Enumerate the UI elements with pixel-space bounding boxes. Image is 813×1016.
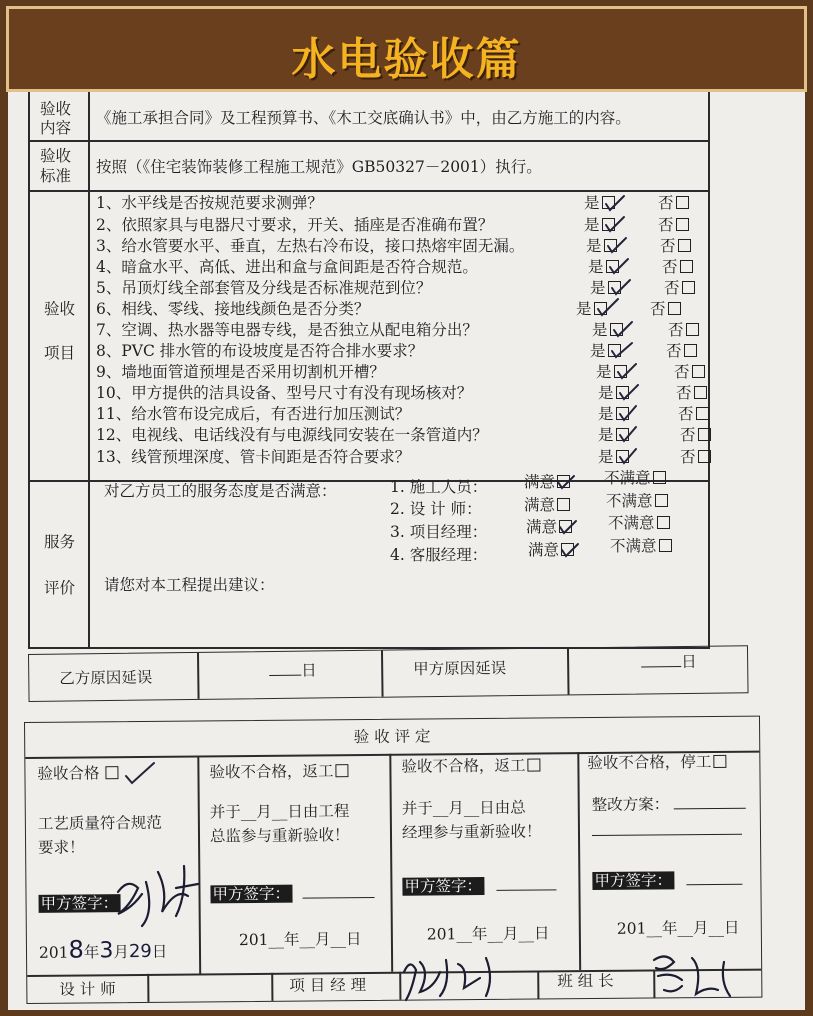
pass-checkbox[interactable] — [105, 766, 118, 779]
satisfied-checkbox[interactable] — [557, 475, 570, 488]
list-item: 13、线管预埋深度、管卡间距是否符合要求？ — [96, 448, 411, 466]
role-label: 4. 客服经理： — [390, 546, 488, 564]
list-item: 4、暗盒水平、高低、进出和盒与盒间距是否符合规范。 — [96, 258, 478, 276]
eval-line1: 工艺质量符合规范 — [37, 813, 162, 833]
eval-line1: 整改方案： — [591, 795, 670, 815]
list-item: 3、给水管要水平、垂直，左热右冷布设，接口热熔牢固无漏。 — [96, 237, 525, 255]
no-label: 否 — [658, 194, 674, 212]
no-checkbox[interactable] — [676, 218, 689, 231]
yes-label: 是 — [584, 194, 600, 212]
no-label: 否 — [676, 384, 692, 402]
yes-label: 是 — [598, 405, 614, 423]
sign-blank[interactable] — [686, 884, 742, 885]
sign-label: 甲方签字： — [212, 884, 291, 904]
eval-line2: 经理参与重新验收！ — [401, 822, 542, 842]
list-item: 11、给水管布设完成后，有否进行加压测试？ — [96, 405, 411, 423]
eval-date: 201__年__月__日 — [238, 930, 362, 950]
yes-checkbox[interactable] — [616, 428, 629, 441]
footer-designer: 设 计 师 — [59, 980, 116, 999]
acceptance-form — [8, 92, 805, 1010]
rework-checkbox[interactable] — [335, 764, 348, 777]
suggestion-prompt: 请您对本工程提出建议： — [104, 576, 275, 594]
evaluation-table — [24, 716, 762, 1004]
evaluation-title: 验 收 评 定 — [353, 727, 431, 747]
footer-pm: 项 目 经 理 — [289, 976, 367, 995]
yes-checkbox[interactable] — [610, 323, 623, 336]
sign-label: 甲方签字： — [404, 877, 483, 896]
content-label-1: 验收 — [40, 100, 72, 118]
yes-checkbox[interactable] — [602, 218, 615, 231]
no-checkbox[interactable] — [680, 260, 693, 273]
no-label: 否 — [658, 216, 674, 234]
no-label: 否 — [650, 300, 666, 318]
row-divider — [28, 190, 710, 192]
no-checkbox[interactable] — [692, 365, 705, 378]
a-delay-unit: 日 — [681, 652, 697, 672]
yes-label: 是 — [586, 237, 602, 255]
cell-divider — [197, 653, 199, 699]
eval-date: 201__年__月__日 — [616, 918, 740, 938]
yes-checkbox[interactable] — [608, 344, 621, 357]
cell-divider — [147, 974, 149, 1002]
table-left-border — [88, 92, 90, 647]
delay-row — [28, 645, 749, 702]
content-label-2: 内容 — [40, 119, 72, 137]
title-banner — [6, 6, 807, 92]
yes-checkbox[interactable] — [602, 196, 615, 209]
yes-label: 是 — [590, 342, 606, 360]
content-text: 《施工承担合同》及工程预算书、《木工交底确认书》中，由乙方施工的内容。 — [96, 109, 631, 127]
row-divider — [28, 140, 710, 142]
eval-title: 验收不合格，返工 — [209, 762, 334, 782]
no-checkbox[interactable] — [676, 196, 689, 209]
no-label: 否 — [680, 426, 696, 444]
satisfied-checkbox[interactable] — [559, 520, 572, 533]
cell-divider — [381, 651, 383, 697]
unsatisfied-checkbox[interactable] — [657, 516, 670, 529]
no-checkbox[interactable] — [698, 450, 711, 463]
list-item: 6、相线、零线、接地线颜色是否分类？ — [96, 300, 370, 318]
no-checkbox[interactable] — [686, 323, 699, 336]
b-delay-label: 乙方原因延误 — [59, 668, 153, 688]
satisfied-checkbox[interactable] — [557, 498, 570, 511]
list-item: 8、PVC 排水管的布设坡度是否符合排水要求？ — [96, 342, 424, 360]
plan-blank[interactable] — [673, 808, 745, 810]
list-item: 12、电视线、电话线没有与电源线同安装在一条管道内？ — [96, 426, 488, 444]
list-item: 5、吊顶灯线全部套管及分线是否标准规范到位？ — [96, 279, 432, 297]
list-item: 10、甲方提供的洁具设备、型号尺寸有没有现场核对？ — [96, 384, 473, 402]
yes-label: 是 — [598, 384, 614, 402]
role-label: 2. 设 计 师： — [390, 500, 482, 518]
no-checkbox[interactable] — [696, 407, 709, 420]
yes-label: 是 — [588, 258, 604, 276]
no-checkbox[interactable] — [668, 302, 681, 315]
yes-label: 是 — [596, 363, 612, 381]
yes-label: 是 — [598, 448, 614, 466]
cell-divider — [653, 970, 655, 998]
eval-title: 验收不合格，返工 — [401, 756, 526, 776]
no-label: 否 — [666, 342, 682, 360]
no-checkbox[interactable] — [698, 428, 711, 441]
b-delay-days-blank[interactable] — [269, 675, 301, 676]
unsatisfied-checkbox[interactable] — [659, 539, 672, 552]
eval-line2: 总监参与重新验收！ — [209, 826, 350, 846]
standard-text: 按照（《住宅装饰装修工程施工规范》GB50327－2001）执行。 — [96, 158, 542, 176]
role-label: 1. 施工人员： — [390, 478, 488, 496]
no-checkbox[interactable] — [678, 239, 691, 252]
satisfied-label: 满意 — [524, 473, 556, 491]
footer-team-lead: 班 组 长 — [557, 971, 614, 991]
unsatisfied-label: 不满意 — [608, 514, 655, 532]
list-item: 9、墙地面管道预埋是否采用切割机开槽？ — [96, 363, 385, 381]
eval-line2: 要求！ — [38, 838, 85, 857]
a-delay-label: 甲方原因延误 — [413, 659, 507, 679]
row-divider — [27, 969, 761, 977]
cell-divider — [197, 755, 200, 973]
eval-title: 验收不合格，停工 — [587, 753, 712, 773]
satisfied-label: 满意 — [524, 496, 556, 514]
yes-checkbox[interactable] — [616, 407, 629, 420]
sign-blank[interactable] — [496, 889, 556, 891]
standard-label-1: 验收 — [40, 147, 72, 165]
sign-blank[interactable] — [302, 897, 374, 899]
b-delay-unit: 日 — [301, 661, 317, 680]
eval-line1: 并于__月__日由工程 — [209, 802, 350, 822]
unsatisfied-checkbox[interactable] — [653, 471, 666, 484]
sign-label: 甲方签字： — [594, 871, 673, 891]
yes-label: 是 — [598, 426, 614, 444]
a-delay-days-blank[interactable] — [641, 666, 681, 667]
sign-label: 甲方签字： — [40, 894, 119, 913]
yes-checkbox[interactable] — [616, 386, 629, 399]
yes-label: 是 — [584, 216, 600, 234]
unsatisfied-checkbox[interactable] — [655, 494, 668, 507]
no-checkbox[interactable] — [684, 344, 697, 357]
yes-checkbox[interactable] — [604, 239, 617, 252]
cell-divider — [399, 972, 401, 1000]
no-label: 否 — [662, 258, 678, 276]
unsatisfied-label: 不满意 — [604, 469, 651, 487]
service-question: 对乙方员工的服务态度是否满意： — [104, 482, 337, 500]
no-label: 否 — [674, 363, 690, 381]
service-label-1: 服务 — [44, 533, 76, 551]
satisfied-label: 满意 — [528, 541, 560, 559]
eval-line1: 并于__月__日由总 — [401, 798, 526, 818]
unsatisfied-label: 不满意 — [610, 537, 657, 555]
unsatisfied-label: 不满意 — [606, 492, 653, 510]
role-label: 3. 项目经理： — [390, 523, 488, 541]
yes-checkbox[interactable] — [614, 365, 627, 378]
stop-work-checkbox[interactable] — [713, 755, 726, 768]
yes-checkbox[interactable] — [616, 450, 629, 463]
cell-divider — [567, 648, 569, 694]
service-label-2: 评价 — [44, 579, 76, 597]
eval-date: 2018年3月29日 — [38, 935, 168, 964]
no-checkbox[interactable] — [694, 386, 707, 399]
plan-blank[interactable] — [592, 834, 742, 836]
no-label: 否 — [678, 405, 694, 423]
no-label: 否 — [668, 321, 684, 339]
yes-label: 是 — [590, 279, 606, 297]
yes-checkbox[interactable] — [594, 302, 607, 315]
standard-label-2: 标准 — [40, 167, 72, 185]
list-item: 2、依照家具与电器尺寸要求，开关、插座是否准确布置？ — [96, 216, 494, 234]
list-item: 7、空调、热水器等电器专线，是否独立从配电箱分出？ — [96, 321, 478, 339]
items-label-2: 项目 — [44, 344, 76, 362]
cell-divider — [537, 971, 539, 999]
eval-title: 验收合格 — [37, 764, 100, 783]
satisfied-label: 满意 — [526, 518, 558, 536]
no-checkbox[interactable] — [682, 281, 695, 294]
cell-divider — [577, 752, 580, 970]
yes-label: 是 — [592, 321, 608, 339]
rework-checkbox[interactable] — [527, 758, 540, 771]
items-label-1: 验收 — [44, 300, 76, 318]
no-label: 否 — [660, 237, 676, 255]
cell-divider — [389, 754, 392, 972]
banner-title: 水电验收篇 — [291, 34, 522, 85]
yes-label: 是 — [576, 300, 592, 318]
no-label: 否 — [664, 279, 680, 297]
eval-date: 201__年__月__日 — [426, 924, 550, 944]
no-label: 否 — [680, 448, 696, 466]
list-item: 1、水平线是否按规范要求测弹？ — [96, 194, 323, 212]
table-right-border — [708, 92, 710, 647]
cell-divider — [271, 973, 273, 1001]
label-column-border — [28, 92, 30, 647]
satisfied-checkbox[interactable] — [561, 543, 574, 556]
yes-checkbox[interactable] — [608, 281, 621, 294]
yes-checkbox[interactable] — [606, 260, 619, 273]
